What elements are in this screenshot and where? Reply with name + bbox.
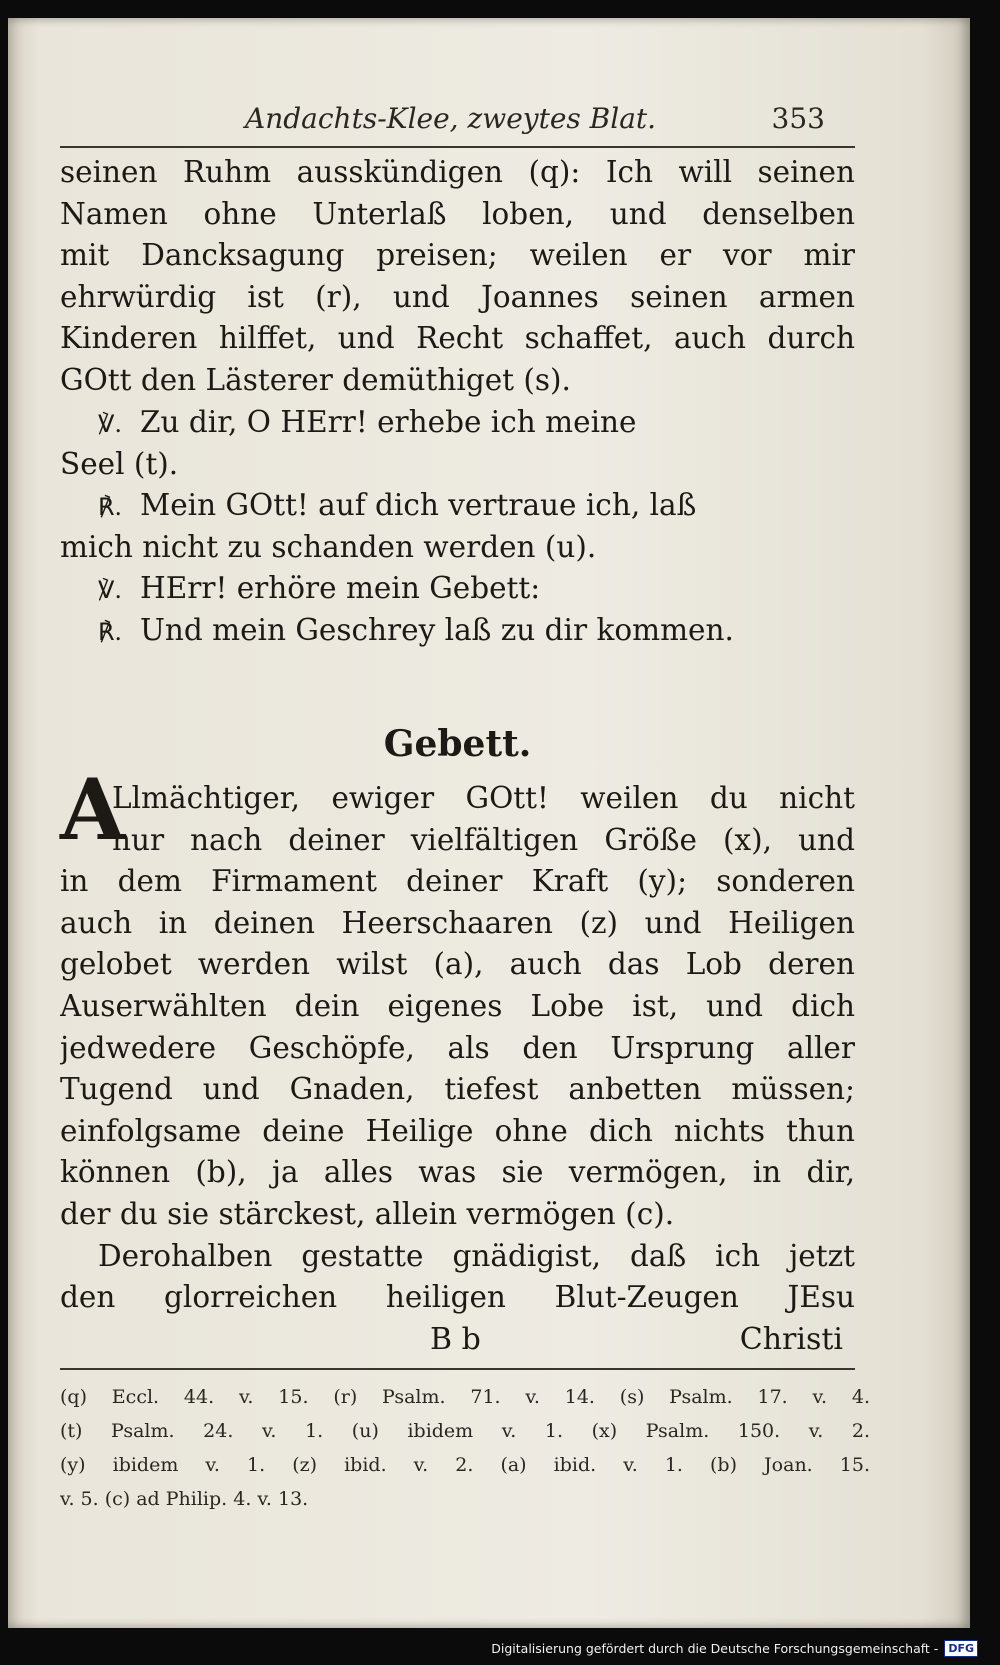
response-text: mich nicht zu schanden werden (u). [60, 529, 597, 564]
drop-cap: A [60, 760, 126, 859]
signature-mark: B b [430, 1322, 481, 1357]
section-heading: Gebett. [383, 723, 532, 765]
text-line: Llmächtiger, ewiger GOtt! weilen du nicht [112, 781, 855, 815]
response-text: Mein GOtt! auf dich vertraue ich, laß [140, 488, 697, 523]
response-line [60, 610, 855, 652]
footnotes [60, 1380, 870, 1516]
header-rule [60, 146, 855, 148]
text-line: GOtt den Lästerer demüthiget (s). [60, 362, 571, 397]
page-number: 353 [771, 102, 825, 135]
text-line: Namen ohne Unterlaß loben, und denselben [60, 196, 855, 231]
versicle-line [60, 402, 855, 444]
catchline [60, 1322, 855, 1362]
footnote-rule [60, 1368, 855, 1370]
prayer-text [60, 778, 855, 1319]
text-line: Tugend und Gnaden, tiefest anbetten müssen; [60, 1072, 855, 1107]
body-text [60, 152, 855, 402]
versicle-line [60, 444, 855, 486]
versicle-symbol: ℣. [98, 576, 123, 605]
text-line: Derohalben gestatte gnädigist, daß ich jetzt [98, 1238, 855, 1273]
text-line: nur nach deiner vielfältigen Größe (x), und [112, 822, 855, 857]
footer-bar [0, 1628, 1000, 1665]
text-line: den glorreichen heiligen Blut-Zeugen JEsu [60, 1280, 855, 1315]
versicle-symbol: ℣. [98, 410, 123, 438]
running-head: Andachts-Klee, zweytes Blat. [245, 102, 657, 135]
funding-credit [491, 1640, 978, 1657]
text-line: der du sie stärckest, allein vermögen (c). [60, 1196, 675, 1231]
response-text: Und mein Geschrey laß zu dir kommen. [140, 612, 734, 647]
text-line: können (b), ja alles was sie vermögen, in dir, [60, 1155, 855, 1190]
versicle-text: Zu dir, O HErr! erhebe ich meine [140, 405, 637, 439]
footnote-line: (y) ibidem v. 1. (z) ibid. v. 2. (a) ibid. v. 1. (b) Joan. 15. [60, 1454, 870, 1476]
dfg-logo: DFG [944, 1640, 978, 1657]
text-line: ehrwürdig ist (r), und Joannes seinen armen [60, 279, 855, 314]
catchword: Christi [739, 1322, 843, 1357]
text-line: auch in deinen Heerschaaren (z) und Heiligen [60, 905, 855, 940]
book-page [8, 18, 970, 1628]
page-header [60, 96, 825, 144]
footnote-line: (t) Psalm. 24. v. 1. (u) ibidem v. 1. (x) Psalm. 150. v. 2. [60, 1420, 870, 1442]
text-line: seinen Ruhm ausskündigen (q): Ich will seinen [60, 155, 855, 189]
text-line: gelobet werden wilst (a), auch das Lob deren [60, 947, 855, 982]
responsory [60, 402, 855, 652]
response-line [60, 527, 855, 569]
text-line: jedwedere Geschöpfe, als den Ursprung aller [60, 1030, 855, 1065]
footnote-line: (q) Eccl. 44. v. 15. (r) Psalm. 71. v. 14. (s) Psalm. 17. v. 4. [60, 1386, 870, 1408]
credit-text: Digitalisierung gefördert durch die Deutsche Forschungsgemeinschaft - [491, 1641, 939, 1656]
versicle-text: Seel (t). [60, 446, 179, 481]
text-line: Auserwählten dein eigenes Lobe ist, und dich [60, 988, 855, 1023]
response-symbol: ℟. [98, 617, 123, 646]
text-line: einfolgsame deine Heilige ohne dich nichts thun [60, 1113, 855, 1148]
response-line [60, 485, 855, 527]
versicle-line [60, 568, 855, 610]
versicle-text: HErr! erhöre mein Gebett: [140, 571, 541, 606]
text-line: mit Dancksagung preisen; weilen er vor mir [60, 238, 855, 273]
response-symbol: ℟. [98, 493, 123, 522]
text-line: Kinderen hilffet, und Recht schaffet, auch durch [60, 321, 855, 356]
footnote-line: v. 5. (c) ad Philip. 4. v. 13. [60, 1488, 309, 1510]
text-line: in dem Firmament deiner Kraft (y); sonderen [60, 864, 855, 899]
